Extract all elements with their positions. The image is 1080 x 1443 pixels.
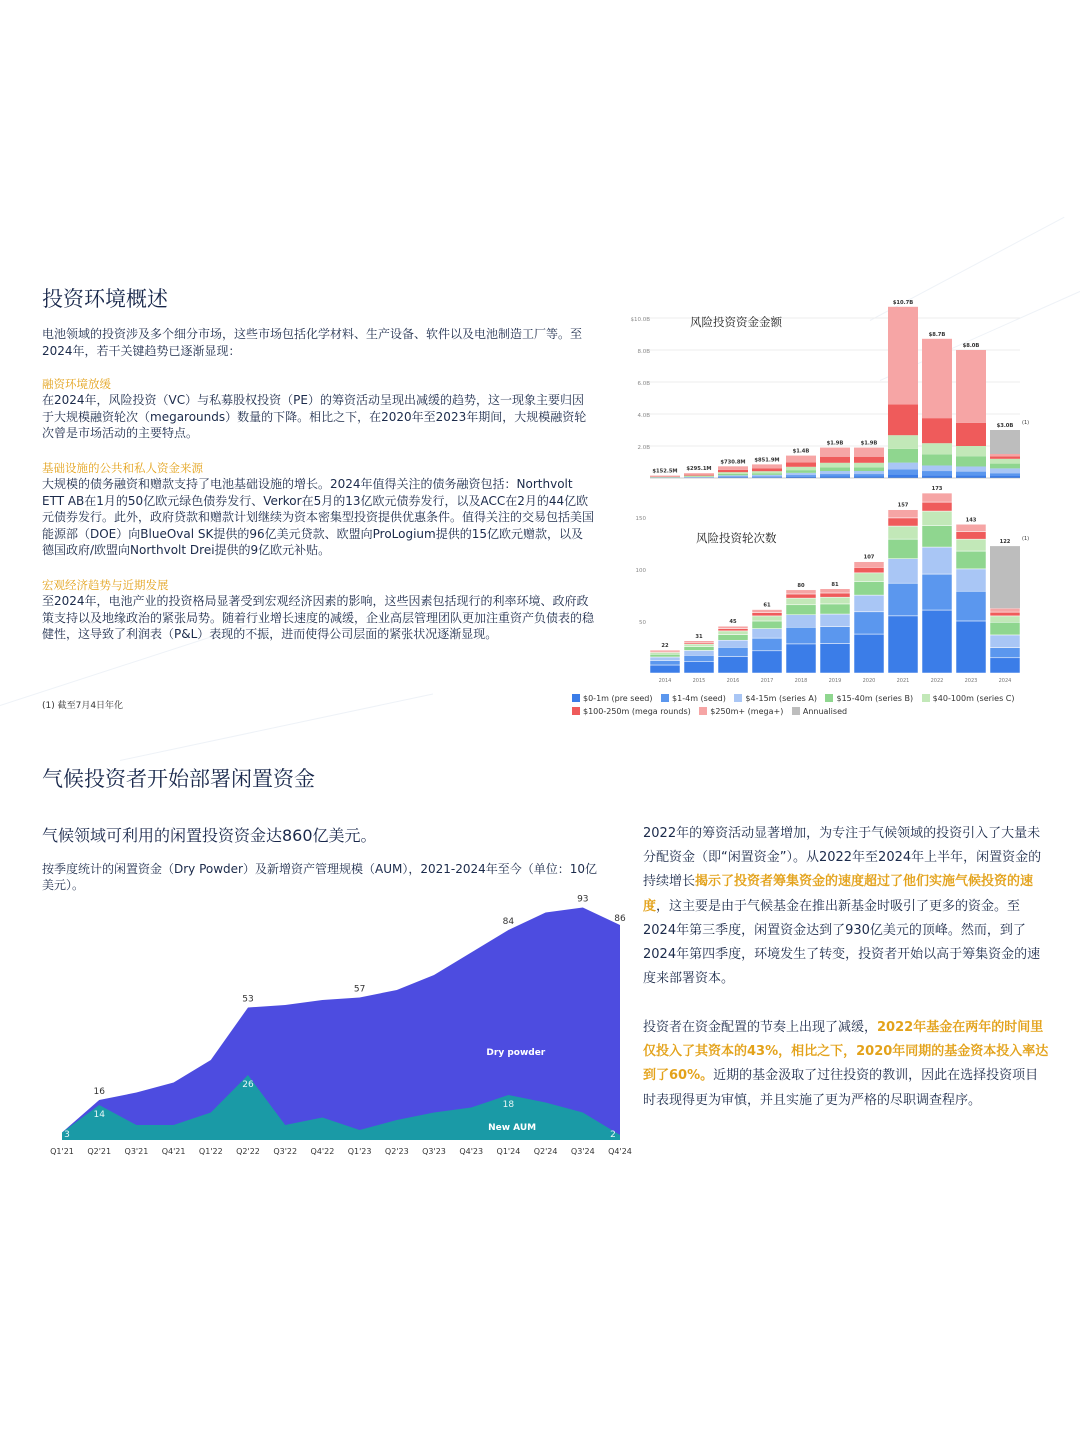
bar-segment [990, 430, 1020, 454]
bar-segment [990, 456, 1020, 458]
legend-item [572, 694, 652, 703]
highlight-text: 2022年基金在两年的时间里仅投入了其资本的43%，相比之下，2020年同期的基金资本投入率达到了60%。 [643, 1020, 1049, 1084]
legend-swatch [699, 707, 707, 715]
bar-segment [922, 454, 952, 465]
bar-value-label: 81 [831, 581, 839, 588]
vc-amount-title: 风险投资资金金额 [690, 315, 782, 329]
bar-segment [684, 662, 714, 673]
bar-segment [854, 467, 884, 471]
legend-label: Annualised [802, 707, 848, 716]
x-tick-label: Q3'24 [570, 1147, 595, 1156]
bar-segment [650, 652, 680, 654]
text-run: ，这主要是由于气候基金在推出新基金时吸引了更多的资金。至2024年第三季度，闲置资金达到了930亿美元的顶峰。然而，到了2024年第四季度，环境发生了转变，投资者开始以高于筹集资金的速度来部署资本。 [643, 898, 1041, 987]
bar-segment [922, 471, 952, 475]
data-label: 26 [242, 1080, 254, 1090]
bar-segment [990, 658, 1020, 673]
bar-value-label: $1.9B [860, 440, 878, 447]
x-tick-label: Q3'21 [124, 1147, 149, 1156]
bar-segment [684, 476, 714, 477]
bar-value-label: 157 [897, 502, 909, 509]
bar-value-label: $851.9M [754, 457, 780, 464]
bar-segment [786, 590, 816, 594]
bar-segment [854, 463, 884, 468]
text-run: 近期的基金汲取了过往投资的教训，因此在选择投资项目时表现得更为审慎，并且实施了更为严格的尽职调查程序。 [643, 1068, 1039, 1108]
bar-value-label: 31 [695, 633, 703, 640]
bar-segment [650, 665, 680, 673]
chart-caption: 按季度统计的闲置资金（Dry Powder）及新增资产管理规模（AUM），2021-2024年至今（单位：10亿美元）。 [42, 862, 598, 892]
bar-segment [888, 463, 918, 470]
bar-segment [650, 654, 680, 657]
bar-segment [888, 616, 918, 673]
bar-segment [922, 511, 952, 525]
bar-segment [820, 604, 850, 614]
bar-segment [786, 605, 816, 615]
bar-segment [854, 457, 884, 463]
bar-segment [888, 583, 918, 616]
bar-segment [888, 435, 918, 449]
legend-swatch [661, 694, 669, 702]
bar-segment [922, 475, 952, 478]
data-label: 53 [242, 994, 254, 1005]
bar-segment [786, 475, 816, 477]
bar-segment [956, 532, 986, 539]
bar-value-label: 122 [999, 539, 1011, 546]
bar-segment [684, 655, 714, 661]
bar-value-label: $8.0B [962, 343, 980, 349]
bar-segment [922, 493, 952, 502]
bar-segment [752, 613, 782, 616]
bar-segment [786, 644, 816, 673]
background-line [120, 693, 433, 761]
x-tick-label: Q4'21 [161, 1147, 186, 1156]
data-label: 93 [577, 894, 589, 905]
bar-value-label: 22 [661, 643, 669, 650]
bar-value-label: $730.8M [720, 459, 746, 466]
legend-item [699, 707, 783, 716]
text-run: 2022年的筹资活动显著增加，为专注于气候领域的投资引入了大量未分配资金（即“闲置资金”）。从2022年至2024年上半年，闲置资金的持续增长 [643, 826, 1042, 890]
bar-segment [956, 446, 986, 456]
legend-label: $250m+ (mega+) [710, 707, 784, 716]
bar-segment [888, 539, 918, 559]
paragraph-macro: 至2024年，电池产业的投资格局显著受到宏观经济因素的影响，这些因素包括现行的利率环境、政府政策支持以及地缘政治的紧张局势。随着行业增长速度的减缓，企业高层管理团队更加注重资产负债表的稳健性，这导致了利润表（P&L）表现的不振，进而使得公司层面的紧张状况逐渐显现。 [42, 594, 595, 642]
bar-segment [684, 475, 714, 476]
bar-segment [854, 474, 884, 476]
bar-segment [956, 350, 986, 423]
x-tick-label: 2019 [828, 678, 842, 684]
vc-count-chart [636, 486, 1030, 684]
bar-segment [956, 472, 986, 476]
x-tick-label: Q2'22 [236, 1147, 260, 1156]
section-title-2: 气候投资者开始部署闲置资金 [42, 767, 315, 791]
intro-paragraph: 电池领域的投资涉及多个细分市场，这些市场包括化学材料、生产设备、软件以及电池制造工厂等。至2024年，若干关键趋势已逐渐显现： [42, 327, 583, 358]
bar-segment [854, 612, 884, 634]
bar-segment [718, 657, 748, 673]
bar-segment [718, 635, 748, 641]
x-tick-label: Q1'22 [198, 1147, 223, 1156]
bar-segment [718, 472, 748, 474]
data-label: 86 [614, 914, 626, 924]
data-label: 14 [93, 1110, 105, 1120]
legend-item [734, 694, 817, 703]
data-label: 16 [93, 1087, 105, 1097]
x-tick-label: Q2'23 [384, 1147, 409, 1156]
bar-segment [956, 466, 986, 471]
bar-segment [786, 598, 816, 605]
bar-segment [990, 648, 1020, 658]
x-tick-label: 2023 [964, 678, 978, 684]
bar-segment [990, 622, 1020, 635]
bar-segment [650, 657, 680, 660]
bar-segment [956, 591, 986, 621]
bar-segment [956, 621, 986, 673]
bar-segment [718, 466, 748, 470]
bar-segment [922, 525, 952, 547]
bar-segment [854, 471, 884, 474]
bar-value-label: $295.1M [686, 466, 712, 473]
legend-item [572, 707, 691, 716]
bar-segment [888, 559, 918, 583]
bar-segment [820, 457, 850, 463]
x-tick-label: 2015 [692, 678, 706, 684]
x-tick-label: Q1'21 [50, 1147, 74, 1156]
bar-segment [922, 465, 952, 471]
legend-swatch [734, 694, 742, 702]
bar-value-label: $10.7B [892, 299, 914, 306]
bar-segment [956, 423, 986, 446]
bar-segment [820, 627, 850, 644]
x-tick-label: Q1'23 [347, 1147, 372, 1156]
data-label: 3 [64, 1130, 70, 1140]
section-subtitle: 气候领域可利用的闲置投资资金达860亿美元。 [42, 826, 377, 845]
bar-segment [684, 476, 714, 477]
x-tick-label: 2017 [760, 678, 774, 684]
bar-segment [922, 547, 952, 574]
subheading-financing: 融资环境放缓 [42, 377, 111, 391]
x-tick-label: Q4'24 [608, 1147, 632, 1156]
bar-segment [684, 644, 714, 647]
bar-segment [752, 610, 782, 613]
bar-segment [718, 629, 748, 631]
bar-segment [990, 454, 1020, 456]
bar-segment [956, 456, 986, 466]
bar-segment [786, 627, 816, 644]
bar-value-label: 45 [729, 619, 737, 626]
bar-segment [786, 456, 816, 463]
x-tick-label: 2020 [862, 678, 876, 684]
bar-segment [786, 470, 816, 473]
bar-segment [922, 574, 952, 610]
paragraph-financing: 在2024年，风险投资（VC）与私募股权投资（PE）的筹资活动呈现出减缓的趋势，这一现象主要归因于大规模融资轮次（megarounds）数量的下降。相比之下，在2020年至2023年期间，大规模融资轮次曾是市场活动的主要特点。 [42, 393, 587, 441]
legend-label: $40-100m (series C) [932, 694, 1015, 703]
legend-label: $4-15m (series A) [745, 694, 817, 703]
x-tick-label: 2018 [794, 678, 808, 684]
legend-label: $0-1m (pre seed) [583, 694, 653, 703]
data-label: 84 [502, 917, 515, 927]
bar-segment [922, 339, 952, 418]
bar-segment [786, 594, 816, 598]
subheading-macro: 宏观经济趋势与近期发展 [42, 578, 169, 592]
x-tick-label: Q3'23 [422, 1147, 446, 1156]
series-label-dry-powder: Dry powder [486, 1048, 546, 1058]
bar-segment [650, 660, 680, 665]
bar-segment [684, 650, 714, 655]
legend-item [922, 694, 1015, 703]
bar-segment [990, 473, 1020, 475]
x-tick-label: 2022 [930, 678, 944, 684]
bar-segment [718, 631, 748, 635]
x-tick-label: 2014 [658, 678, 672, 684]
bar-segment [752, 616, 782, 621]
bar-segment [718, 474, 748, 475]
bar-segment [786, 462, 816, 466]
x-tick-label: 2016 [726, 678, 740, 684]
text-run: 投资者在资金配置的节奏上出现了减缓， [643, 1020, 878, 1035]
bar-segment [684, 641, 714, 643]
bar-value-label: $8.7B [928, 331, 946, 338]
vc-stacked-bar-charts [600, 280, 1070, 688]
right-paragraph-1 [643, 822, 1051, 991]
bar-segment [990, 459, 1020, 464]
bar-segment [820, 644, 850, 673]
bar-segment [888, 510, 918, 518]
y-tick-label: 100 [635, 568, 646, 574]
bar-segment [990, 546, 1020, 608]
bar-segment [854, 595, 884, 612]
bar-segment [752, 629, 782, 639]
bar-segment [684, 647, 714, 651]
bar-segment [650, 476, 680, 477]
bar-segment [888, 518, 918, 526]
bar-value-label: 107 [863, 554, 875, 561]
bar-segment [752, 471, 782, 473]
bar-value-label: 61 [763, 602, 771, 609]
data-label: 18 [502, 1100, 515, 1110]
bar-segment [990, 612, 1020, 616]
y-tick-label: 50 [639, 620, 646, 626]
legend-swatch [572, 707, 580, 715]
bar-segment [820, 467, 850, 471]
vc-count-title: 风险投资轮次数 [696, 531, 777, 545]
bar-segment [990, 608, 1020, 612]
series-label-new-aum: New AUM [488, 1123, 537, 1133]
bar-segment [854, 634, 884, 673]
bar-segment [922, 502, 952, 511]
bar-segment [990, 616, 1020, 622]
data-label: 57 [353, 984, 366, 995]
legend-item [792, 707, 847, 716]
y-tick-label: $10.0B [630, 317, 650, 323]
subheading-infrastructure: 基础设施的公共和私人资金来源 [42, 461, 203, 475]
bar-segment [888, 469, 918, 474]
legend-item [825, 694, 913, 703]
bar-segment [820, 463, 850, 468]
x-tick-label: 2021 [896, 678, 910, 684]
vc-legend [572, 692, 1057, 718]
bar-segment [718, 626, 748, 628]
right-paragraph-2 [643, 1016, 1051, 1113]
bar-segment [786, 473, 816, 475]
y-tick-label: 150 [635, 516, 646, 522]
bar-value-label: 143 [965, 517, 977, 524]
highlight-text: 揭示了投资者筹集资金的速度超过了他们实施气候投资的速度 [643, 874, 1034, 914]
legend-label: $1-4m (seed) [672, 694, 726, 703]
bar-segment [922, 610, 952, 673]
x-tick-label: Q1'24 [496, 1147, 521, 1156]
bar-segment [718, 640, 748, 647]
y-tick-label: 2.0B [637, 445, 650, 451]
bar-segment [888, 526, 918, 539]
bar-segment [922, 418, 952, 443]
legend-label: $15-40m (series B) [836, 694, 914, 703]
x-tick-label: Q2'21 [87, 1147, 112, 1156]
bar-segment [820, 593, 850, 597]
legend-swatch [572, 694, 580, 702]
bar-segment [854, 562, 884, 568]
y-tick-label: 6.0B [637, 381, 650, 387]
x-tick-label: Q3'22 [273, 1147, 298, 1156]
x-tick-label: Q4'23 [459, 1147, 484, 1156]
bar-segment [956, 475, 986, 478]
footnote-mark: (1) [1022, 420, 1030, 426]
bar-segment [956, 551, 986, 569]
bar-segment [820, 474, 850, 476]
y-tick-label: 8.0B [637, 349, 650, 355]
bar-segment [718, 470, 748, 472]
bar-segment [752, 464, 782, 468]
legend-item [661, 694, 726, 703]
bar-segment [854, 582, 884, 595]
bar-segment [888, 475, 918, 478]
bar-segment [786, 615, 816, 627]
bar-segment [956, 539, 986, 551]
bar-segment [990, 476, 1020, 478]
footnote: (1) 截至7月4日年化 [42, 701, 124, 711]
bar-segment [684, 473, 714, 474]
legend-swatch [922, 694, 930, 702]
bar-segment [888, 307, 918, 405]
bar-segment [956, 569, 986, 591]
y-tick-label: 4.0B [637, 413, 650, 419]
bar-segment [718, 476, 748, 477]
x-tick-label: Q2'24 [533, 1147, 558, 1156]
legend-swatch [825, 694, 833, 702]
dry-powder-area-chart [40, 880, 640, 1170]
data-label: 2 [610, 1130, 616, 1140]
bar-value-label: $1.4B [792, 448, 810, 455]
bar-segment [922, 443, 952, 454]
bar-segment [956, 524, 986, 531]
bar-value-label: $1.9B [826, 440, 844, 447]
bar-segment [820, 597, 850, 604]
paragraph-infrastructure: 大规模的债务融资和赠款支持了电池基础设施的增长。2024年值得关注的债务融资包括：Northvolt ETT AB在1月的50亿欧元绿色债券发行、Verkor在5月的13亿欧元债券发行，以及ACC在2月的44亿欧元债券发行。此外，政府贷款和赠款计划继续为资本密集型投资提供优惠条件。值得关注的交易包括美国能源部（DOE）向BlueOval SK提供的96亿美元贷款、欧盟向ProLogium提供的15亿欧元赠款，以及德国政府/欧盟向Northvolt Drei提供的9亿欧元补贴。 [42, 477, 595, 558]
bar-segment [854, 448, 884, 457]
x-tick-label: Q4'22 [310, 1147, 335, 1156]
bar-segment [718, 647, 748, 656]
footnote-mark: (1) [1022, 536, 1030, 543]
bar-segment [820, 471, 850, 474]
bar-segment [888, 449, 918, 463]
legend-label: $100-250m (mega rounds) [583, 707, 691, 716]
bar-value-label: 173 [931, 486, 943, 493]
bar-segment [820, 589, 850, 593]
bar-segment [752, 638, 782, 651]
bar-segment [752, 468, 782, 471]
bar-segment [990, 635, 1020, 648]
x-tick-label: 2024 [998, 678, 1012, 684]
bar-segment [752, 621, 782, 629]
bar-segment [650, 650, 680, 651]
bar-segment [888, 404, 918, 435]
legend-swatch [792, 707, 800, 715]
bar-segment [752, 651, 782, 673]
bar-segment [990, 468, 1020, 473]
bar-segment [786, 467, 816, 470]
section-title: 投资环境概述 [42, 287, 168, 311]
bar-segment [752, 473, 782, 475]
bar-segment [854, 573, 884, 582]
bar-value-label: $152.5M [652, 468, 678, 475]
bar-segment [990, 464, 1020, 469]
bar-segment [854, 567, 884, 573]
bar-segment [820, 448, 850, 457]
bar-segment [752, 475, 782, 476]
bar-value-label: 80 [797, 582, 805, 589]
bar-segment [718, 475, 748, 476]
bar-value-label: $3.0B [996, 423, 1014, 429]
bar-segment [752, 476, 782, 477]
bar-segment [820, 614, 850, 627]
